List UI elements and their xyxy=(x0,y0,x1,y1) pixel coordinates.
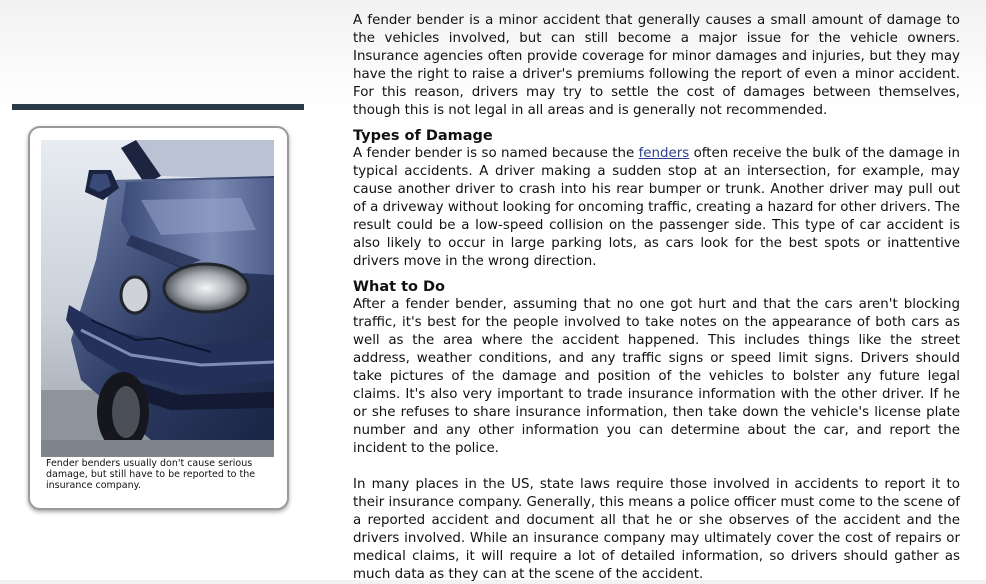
damaged-car-photo xyxy=(41,140,274,457)
intro-paragraph: A fender bender is a minor accident that generally causes a small amount of damage to the vehicles involved, but can still become a major issue for the vehicle owners. Insurance agencies often provide coverage for minor damages and injuries, but they may have the right to raise a driver's premiums following the report of even a minor accident. For this reason, drivers may try to settle the cost of damages between themselves, though this is not legal in all areas and is generally not recommended. xyxy=(353,13,960,118)
types-of-damage-paragraph xyxy=(353,145,960,271)
paragraph-text: A fender bender is so named because the xyxy=(353,146,639,161)
figure-caption: Fender benders usually don't cause serious damage, but still have to be reported to the insurance company. xyxy=(46,458,256,491)
sidebar-divider-bar xyxy=(12,104,304,110)
what-to-do-paragraph: After a fender bender, assuming that no one got hurt and that the cars aren't blocking traffic, it's best for the people involved to take notes on the appearance of both cars as well as the area where the accident happened. This includes things like the street address, weather conditions, and any traffic signs or speed limit signs. Drivers should take pictures of the damage and position of the vehicles to bolster any future legal claims. It's also very important to trade insurance information with the other driver. If he or she refuses to share insurance information, then take down the vehicle's license plate number and any other information you can determine about the car, and report the incident to the police. xyxy=(353,297,960,456)
paragraph-text: often receive the bulk of the damage in typical accidents. A driver making a sudden stop at an intersection, for example, may cause another driver to crash into his rear bumper or trunk. Another driver may pull out of a driveway without looking for oncoming traffic, creating a hazard for other drivers. The result could be a low-speed collision on the passenger side. This type of car accident is also likely to occur in large parking lots, as cars look for the best spots or inattentive drivers move in the wrong direction. xyxy=(353,146,960,269)
figure-card xyxy=(28,126,289,510)
section-heading-what-to-do: What to Do xyxy=(353,279,446,295)
fenders-link[interactable]: fenders xyxy=(638,146,690,161)
article-body xyxy=(353,12,960,584)
section-heading-types-of-damage: Types of Damage xyxy=(353,128,493,144)
insurance-reporting-paragraph: In many places in the US, state laws require those involved in accidents to report it to their insurance company. Generally, this means a police officer must come to the scene of a reported accident and document all that he or she observes of the accident and the drivers involved. While an insurance company may ultimately cover the cost of repairs or medical claims, it will require a lot of detailed information, so drivers should gather as much data as they can at the scene of the accident. xyxy=(353,477,960,582)
